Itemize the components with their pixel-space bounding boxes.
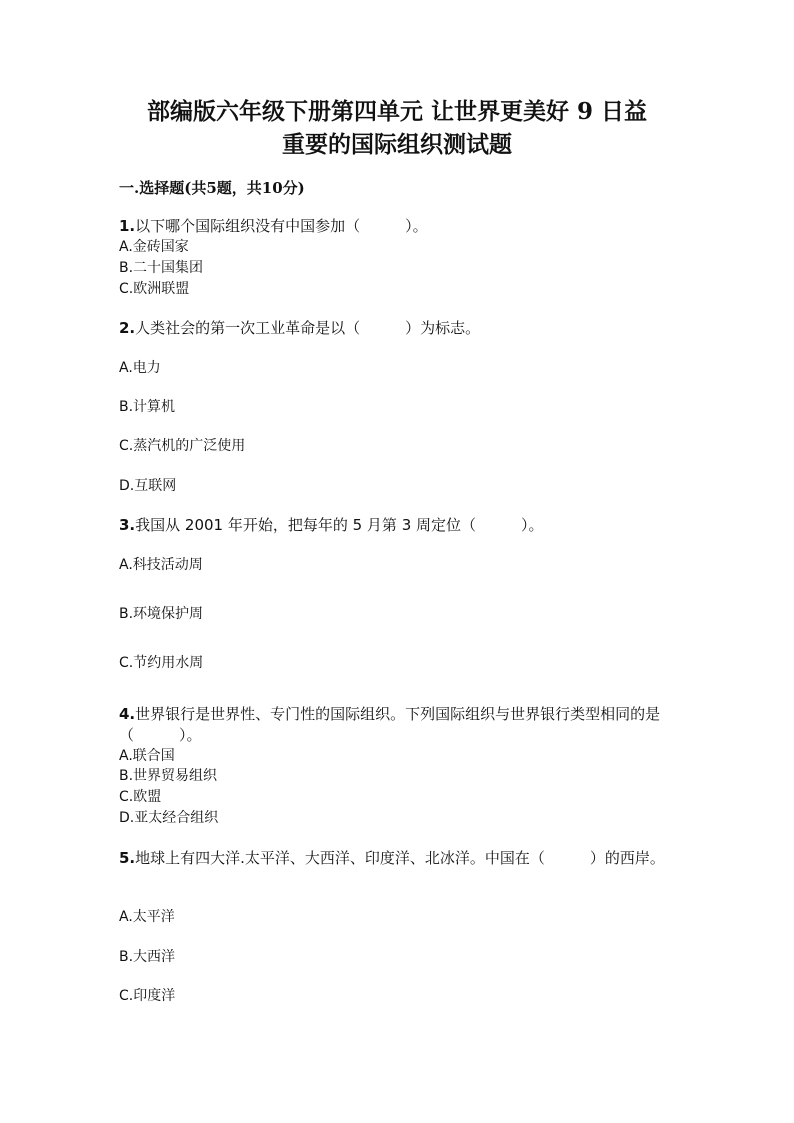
q2-option-c: C.蒸汽机的广泛使用 [119, 438, 246, 454]
q2-option-d: D.互联网 [119, 478, 177, 494]
question-4 [119, 704, 679, 746]
page-title-line-2: 重要的国际组织测试题 [282, 131, 512, 158]
question-1 [119, 216, 679, 237]
question-stem: 我国从 2001 年开始，把每年的 5 月第 3 周定位（ ）。 [135, 516, 544, 534]
q1-option-c: C.欧洲联盟 [119, 281, 190, 297]
question-2 [119, 318, 679, 339]
q2-option-a: A.电力 [119, 360, 161, 376]
question-stem: 世界银行是世界性、专门性的国际组织。下列国际组织与世界银行类型相同的是（ ）。 [119, 705, 661, 744]
q5-option-a: A.太平洋 [119, 909, 175, 925]
question-stem: 人类社会的第一次工业革命是以（ ）为标志。 [135, 319, 481, 337]
question-number: 4. [119, 705, 136, 723]
question-stem: 地球上有四大洋.太平洋、大西洋、印度洋、北冰洋。中国在（ ）的西岸。 [135, 849, 665, 867]
q2-option-b: B.计算机 [119, 399, 176, 415]
q5-option-b: B.大西洋 [119, 949, 176, 965]
section-heading: 一.选择题(共5题，共10分) [119, 179, 305, 197]
q4-option-d: D.亚太经合组织 [119, 810, 219, 826]
q3-option-c: C.节约用水周 [119, 655, 204, 671]
question-5 [119, 848, 679, 869]
q1-option-a: A.金砖国家 [119, 239, 189, 255]
question-number: 5. [119, 849, 136, 867]
q3-option-a: A.科技活动周 [119, 557, 203, 573]
question-number: 3. [119, 516, 136, 534]
q4-option-a: A.联合国 [119, 748, 175, 764]
q1-option-b: B.二十国集团 [119, 260, 204, 276]
q5-option-c: C.印度洋 [119, 988, 176, 1004]
question-stem: 以下哪个国际组织没有中国参加（ ）。 [135, 217, 428, 235]
q4-option-b: B.世界贸易组织 [119, 768, 218, 784]
question-3 [119, 515, 679, 536]
question-number: 2. [119, 319, 136, 337]
question-number: 1. [119, 217, 136, 235]
q3-option-b: B.环境保护周 [119, 606, 204, 622]
page-title-line-1: 部编版六年级下册第四单元 让世界更美好 9 日益 [146, 98, 648, 125]
q4-option-c: C.欧盟 [119, 789, 162, 805]
